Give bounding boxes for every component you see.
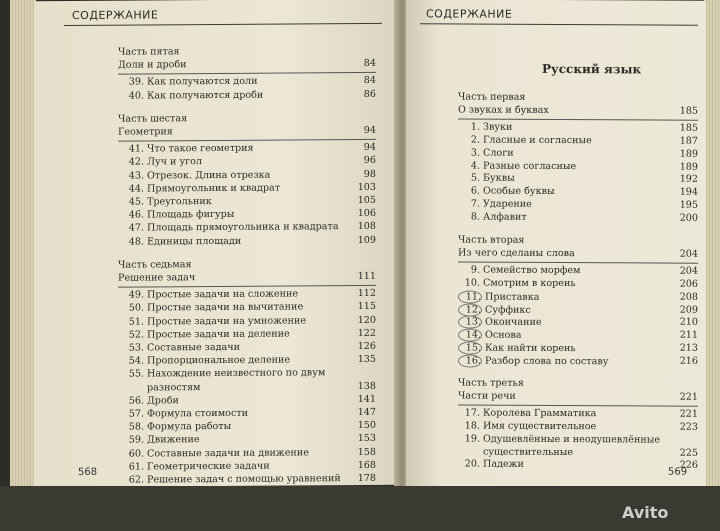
entry-number: 49. bbox=[128, 289, 144, 301]
entry-title: Окончание bbox=[485, 317, 542, 329]
entry-number: 3. bbox=[470, 147, 480, 159]
entry-number: 10. bbox=[464, 277, 480, 289]
entry-number: 61. bbox=[128, 461, 144, 473]
entry-page-number: 106 bbox=[357, 208, 376, 220]
entry-title: Основа bbox=[485, 329, 522, 342]
entry-number: 20. bbox=[464, 458, 480, 470]
entry-page-number: 94 bbox=[363, 142, 376, 154]
part-page-number: 94 bbox=[363, 124, 376, 136]
part-page-number: 111 bbox=[357, 270, 376, 283]
part-separator bbox=[458, 404, 698, 406]
part-title: Часть пятая bbox=[118, 46, 180, 58]
entry-page-number: 86 bbox=[363, 88, 376, 100]
toc-entry bbox=[122, 394, 376, 408]
entry-page-number: 135 bbox=[357, 354, 376, 366]
entry-number: 55. bbox=[128, 368, 144, 380]
toc-entry bbox=[122, 288, 376, 302]
entry-title: Пропорциональное деление bbox=[147, 354, 291, 367]
entry-title: Что такое геометрия bbox=[147, 142, 254, 155]
entry-page-number: 225 bbox=[679, 447, 698, 459]
entry-page-number: 189 bbox=[679, 161, 698, 173]
toc-entry bbox=[122, 168, 376, 182]
part-page-number: 221 bbox=[679, 391, 698, 403]
entry-page-number: 108 bbox=[357, 221, 376, 233]
entry-number: 5. bbox=[470, 172, 480, 184]
entry-page-number: 216 bbox=[679, 355, 698, 367]
entry-title: Площадь прямоугольника и квадрата bbox=[147, 221, 339, 234]
entry-number: 13. bbox=[458, 316, 482, 329]
part-subtitle-text: О звуках и буквах bbox=[458, 104, 549, 116]
toc-entry bbox=[458, 407, 698, 420]
part-subtitle bbox=[458, 247, 698, 260]
entry-title-continued: существительные bbox=[483, 446, 574, 458]
left-running-header: СОДЕРЖАНИЕ bbox=[72, 8, 159, 22]
entry-page-number: 209 bbox=[679, 304, 698, 316]
entry-title: Слоги bbox=[483, 147, 514, 159]
entry-title: Особые буквы bbox=[483, 185, 555, 198]
part-subtitle bbox=[118, 125, 376, 139]
entry-title: Смотрим в корень bbox=[483, 277, 576, 289]
right-page-edges bbox=[704, 0, 720, 520]
toc-entry bbox=[122, 446, 376, 460]
entry-title: Как получаются дроби bbox=[147, 89, 264, 102]
toc-entry bbox=[458, 433, 698, 446]
entry-page-number: 120 bbox=[357, 314, 376, 326]
entry-title: Гласные и согласные bbox=[483, 134, 592, 146]
toc-entry bbox=[122, 407, 376, 421]
entry-page-number: 195 bbox=[679, 199, 698, 211]
entry-number: 46. bbox=[128, 209, 144, 221]
entry-title: Разные согласные bbox=[483, 160, 577, 172]
entry-title: Простые задачи на сложение bbox=[147, 288, 299, 301]
entry-page-number: 141 bbox=[357, 393, 376, 405]
part-page-number: 185 bbox=[679, 105, 698, 117]
entry-page-number: 226 bbox=[679, 460, 698, 472]
toc-entry bbox=[458, 212, 698, 225]
entry-page-number: 126 bbox=[357, 340, 376, 353]
part-page-number: 84 bbox=[363, 58, 376, 70]
entry-title: Дроби bbox=[147, 395, 179, 407]
entry-number: 60. bbox=[128, 448, 144, 460]
entry-page-number: 84 bbox=[363, 75, 376, 87]
toc-entry bbox=[122, 195, 376, 209]
entry-title: Как найти корень bbox=[485, 342, 576, 355]
part-subtitle-text: Из чего сделаны слова bbox=[458, 247, 575, 259]
entry-page-number: 153 bbox=[357, 433, 376, 445]
toc-entry bbox=[122, 234, 376, 248]
entry-number: 41. bbox=[128, 143, 144, 155]
part-subtitle-text: Части речи bbox=[458, 390, 516, 402]
entry-title: Луч и угол bbox=[147, 156, 203, 168]
entry-title: Площадь фигуры bbox=[147, 209, 235, 221]
entry-number: 47. bbox=[128, 222, 144, 234]
toc-entry bbox=[458, 186, 698, 199]
entry-number: 59. bbox=[128, 434, 144, 446]
entry-number: 18. bbox=[464, 420, 480, 432]
entry-number: 54. bbox=[128, 355, 144, 367]
entry-number: 40. bbox=[128, 90, 144, 102]
entry-page-number: 210 bbox=[679, 317, 698, 329]
entry-title: Прямоугольник и квадрат bbox=[147, 182, 281, 195]
entry-page-number: 187 bbox=[679, 135, 698, 147]
entry-number: 43. bbox=[128, 170, 144, 182]
toc-entry bbox=[122, 433, 376, 447]
entry-page-number: 194 bbox=[679, 186, 698, 199]
entry-title: Разбор слова по составу bbox=[485, 355, 609, 368]
entry-page-number: 115 bbox=[357, 301, 376, 313]
part-title: Часть седьмая bbox=[118, 258, 192, 271]
part-subtitle-text: Доли и дроби bbox=[118, 59, 187, 71]
part-title: Часть третья bbox=[458, 377, 524, 389]
entry-page-number: 168 bbox=[357, 459, 376, 471]
left-page bbox=[34, 0, 396, 487]
entry-number: 62. bbox=[128, 474, 144, 486]
left-page-edges bbox=[10, 0, 36, 510]
toc-entry bbox=[122, 354, 376, 368]
entry-page-number: 96 bbox=[363, 155, 376, 167]
entry-number: 1. bbox=[470, 121, 480, 133]
entry-number: 52. bbox=[128, 329, 144, 341]
entry-number: 19. bbox=[464, 433, 480, 445]
entry-page-number: 200 bbox=[679, 212, 698, 224]
entry-page-number: 223 bbox=[679, 421, 698, 433]
entry-page-number: 103 bbox=[357, 181, 376, 193]
entry-number: 14. bbox=[458, 329, 482, 342]
entry-title: Звуки bbox=[483, 121, 513, 133]
toc-entry bbox=[458, 355, 698, 369]
entry-number: 2. bbox=[470, 134, 480, 146]
entry-number: 12. bbox=[458, 303, 482, 316]
entry-title: Составные задачи bbox=[147, 341, 240, 354]
entry-title: Движение bbox=[147, 434, 200, 446]
entry-page-number: 213 bbox=[679, 342, 698, 354]
entry-page-number: 208 bbox=[679, 291, 698, 303]
entry-number: 15. bbox=[458, 342, 482, 355]
entry-page-number: 204 bbox=[679, 265, 698, 277]
toc-entry bbox=[122, 473, 376, 487]
entry-title: Формула работы bbox=[147, 421, 232, 433]
toc-entry bbox=[122, 301, 376, 315]
right-running-header: СОДЕРЖАНИЕ bbox=[426, 7, 513, 21]
part-page-number: 204 bbox=[679, 248, 698, 260]
entry-number: 48. bbox=[128, 236, 144, 248]
entry-title: Треугольник bbox=[147, 196, 212, 208]
entry-title: Составные задачи на движение bbox=[147, 446, 309, 460]
entry-title: Нахождение неизвестного по двум bbox=[147, 367, 326, 380]
toc-entry bbox=[122, 420, 376, 434]
entry-page-number: 138 bbox=[357, 380, 376, 392]
entry-page-number: 206 bbox=[679, 278, 698, 290]
toc-entry-continued bbox=[483, 446, 698, 459]
toc-entry-continued bbox=[147, 380, 376, 394]
part-subtitle bbox=[118, 271, 376, 285]
toc-entry bbox=[122, 328, 376, 342]
entry-page-number: 211 bbox=[679, 329, 698, 342]
entry-page-number: 105 bbox=[357, 194, 376, 207]
entry-title: Единицы площади bbox=[147, 235, 242, 248]
entry-page-number: 109 bbox=[357, 234, 376, 246]
part-subtitle bbox=[458, 390, 698, 403]
part-subtitle-text: Геометрия bbox=[118, 126, 173, 138]
toc-entry bbox=[122, 88, 376, 102]
entry-title: Формула стоимости bbox=[147, 407, 249, 420]
right-header-rule bbox=[420, 23, 698, 25]
toc-entry bbox=[458, 160, 698, 173]
entry-number: 11. bbox=[458, 290, 482, 303]
entry-title: Буквы bbox=[483, 173, 515, 185]
table-surface bbox=[0, 486, 720, 531]
entry-title: Решение задач с помощью уравнений bbox=[147, 473, 341, 486]
entry-number: 57. bbox=[128, 408, 144, 420]
left-header-rule bbox=[64, 23, 382, 26]
toc-entry bbox=[122, 142, 376, 156]
entry-number: 51. bbox=[128, 316, 144, 328]
toc-entry bbox=[458, 147, 698, 160]
entry-title: Простые задачи на деление bbox=[147, 328, 290, 341]
toc-entry bbox=[458, 420, 698, 433]
entry-title: Простые задачи на вычитание bbox=[147, 301, 304, 314]
part-title: Часть вторая bbox=[458, 234, 525, 246]
part-subtitle bbox=[118, 58, 376, 72]
entry-page-number: 147 bbox=[357, 406, 376, 419]
part-separator bbox=[458, 118, 698, 120]
toc-entry bbox=[122, 341, 376, 355]
entry-number: 45. bbox=[128, 196, 144, 208]
avito-watermark: Avito bbox=[622, 503, 669, 522]
entry-title: Королева Грамматика bbox=[483, 407, 597, 420]
entry-title-continued: разностям bbox=[147, 381, 201, 394]
subject-title: Русский язык bbox=[542, 61, 642, 77]
entry-number: 6. bbox=[470, 185, 480, 197]
entry-title: Падежи bbox=[483, 459, 524, 471]
entry-title: Суффикс bbox=[485, 304, 531, 316]
entry-number: 56. bbox=[128, 395, 144, 407]
part-separator bbox=[458, 261, 698, 263]
right-page bbox=[406, 0, 706, 501]
entry-number: 4. bbox=[470, 160, 480, 172]
right-page-number: 569 bbox=[668, 466, 688, 478]
entry-title: Семейство морфем bbox=[483, 264, 581, 276]
toc-entry bbox=[458, 264, 698, 277]
entry-number: 9. bbox=[470, 264, 480, 276]
toc-entry bbox=[122, 182, 376, 196]
toc-entry bbox=[122, 314, 376, 328]
part-subtitle bbox=[458, 104, 698, 117]
entry-number: 58. bbox=[128, 421, 144, 433]
entry-page-number: 158 bbox=[357, 446, 376, 458]
entry-page-number: 112 bbox=[357, 288, 376, 300]
entry-page-number: 185 bbox=[679, 122, 698, 134]
entry-number: 16. bbox=[458, 355, 482, 368]
part-title: Часть первая bbox=[458, 91, 526, 103]
toc-entry bbox=[122, 155, 376, 169]
toc-entry bbox=[458, 459, 698, 472]
toc-entry bbox=[458, 199, 698, 212]
toc-entry bbox=[458, 173, 698, 186]
entry-number: 8. bbox=[470, 211, 480, 223]
entry-number: 17. bbox=[464, 407, 480, 419]
entry-title: Как получаются доли bbox=[147, 76, 258, 88]
entry-title: Ударение bbox=[483, 198, 532, 211]
entry-page-number: 122 bbox=[357, 327, 376, 339]
part-subtitle-text: Решение задач bbox=[118, 272, 196, 284]
entry-title: Геометрические задачи bbox=[147, 460, 270, 473]
entry-title: Отрезок. Длина отрезка bbox=[147, 169, 271, 182]
entry-number: 7. bbox=[470, 198, 480, 210]
entry-page-number: 221 bbox=[679, 408, 698, 420]
entry-number: 44. bbox=[128, 183, 144, 195]
left-page-number: 568 bbox=[78, 466, 98, 478]
part-title: Часть шестая bbox=[118, 112, 188, 125]
toc-entry bbox=[122, 75, 376, 89]
toc-entry bbox=[458, 121, 698, 134]
entry-title: Одушевлённые и неодушевлённые bbox=[483, 433, 661, 446]
entry-number: 53. bbox=[128, 342, 144, 354]
toc-entry bbox=[122, 221, 376, 235]
entry-title: Приставка bbox=[485, 291, 540, 303]
toc-entry bbox=[458, 134, 698, 147]
toc-entry bbox=[122, 460, 376, 474]
entry-title: Простые задачи на умножение bbox=[147, 314, 307, 328]
entry-number: 42. bbox=[128, 156, 144, 168]
entry-page-number: 150 bbox=[357, 420, 376, 432]
entry-title: Имя существительное bbox=[483, 420, 597, 432]
entry-page-number: 178 bbox=[357, 472, 376, 485]
entry-number: 50. bbox=[128, 302, 144, 314]
entry-number: 39. bbox=[128, 76, 144, 88]
toc-entry bbox=[122, 208, 376, 222]
entry-title: Алфавит bbox=[483, 211, 527, 223]
entry-page-number: 192 bbox=[679, 174, 698, 186]
toc-entry bbox=[122, 367, 376, 381]
entry-page-number: 189 bbox=[679, 148, 698, 160]
entry-page-number: 98 bbox=[363, 168, 376, 180]
toc-entry bbox=[458, 277, 698, 290]
